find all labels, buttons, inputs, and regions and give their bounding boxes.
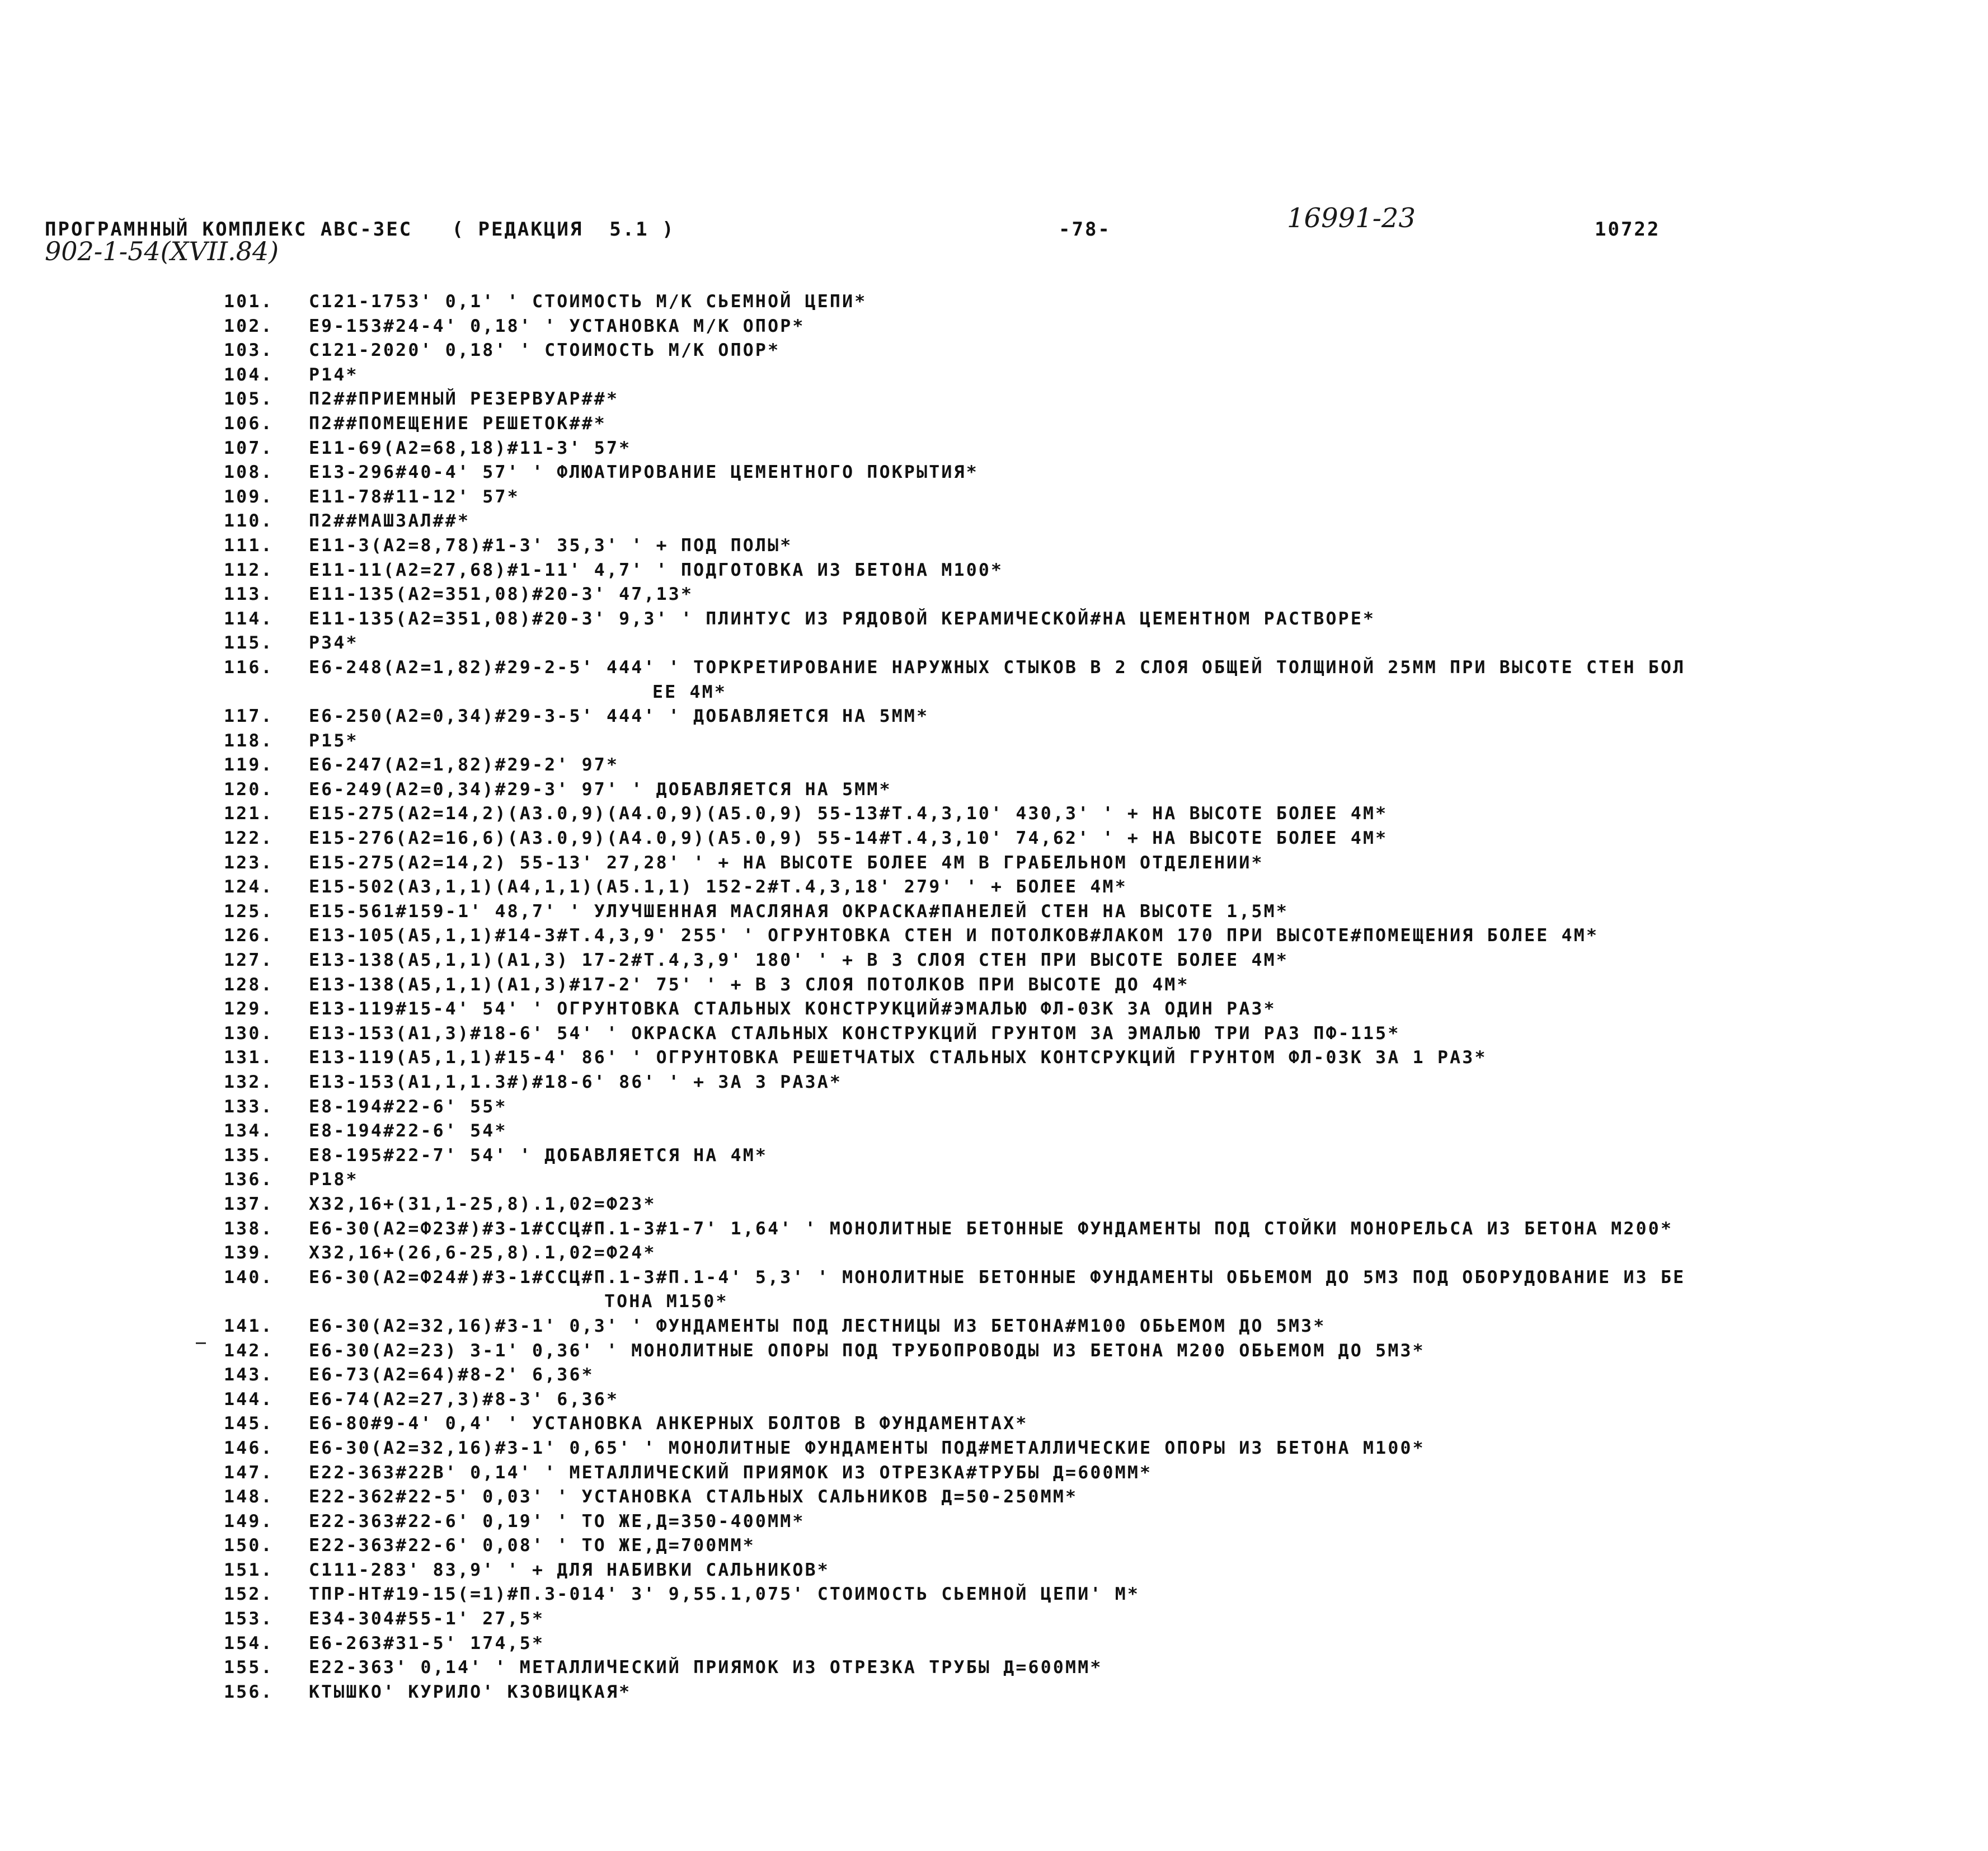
row-text: Е11-11(А2=27,68)#1-11' 4,7' ' ПОДГОТОВКА ИЗ БЕТОНА М100*	[309, 560, 1004, 580]
row-number: 133.	[224, 1096, 274, 1117]
listing-row	[224, 1436, 1947, 1461]
row-number: 103.	[224, 340, 274, 361]
row-number: 107.	[224, 438, 274, 458]
listing-row	[224, 1363, 1947, 1388]
handwritten-document-code: 16991-23	[1287, 203, 1416, 234]
row-number: 110.	[224, 511, 274, 532]
listing-row	[224, 485, 1947, 510]
row-number: 134.	[224, 1121, 274, 1141]
row-number: 156.	[224, 1681, 274, 1702]
listing-row	[224, 582, 1947, 607]
listing-row	[224, 314, 1947, 339]
row-number: 135.	[224, 1145, 274, 1166]
listing-row	[224, 656, 1947, 704]
row-number: 152.	[224, 1584, 274, 1605]
listing-row	[224, 1607, 1947, 1632]
row-number: 105.	[224, 389, 274, 410]
row-text: Е13-105(А5,1,1)#14-3#Т.4,3,9' 255' ' ОГРУНТОВКА СТЕН И ПОТОЛКОВ#ЛАКОМ 170 ПРИ ВЫСОТЕ#ПОМЕЩЕНИЯ БОЛЕЕ 4М*	[309, 926, 1599, 946]
listing-row	[224, 1485, 1947, 1510]
listing-row	[224, 1095, 1947, 1120]
row-text: Е13-153(А1,3)#18-6' 54' ' ОКРАСКА СТАЛЬНЫХ КОНСТРУКЦИЙ ГРУНТОМ ЗА ЭМАЛЬЮ ТРИ РАЗ ПФ-115*	[309, 1023, 1400, 1044]
row-text: Р18*	[309, 1169, 359, 1190]
row-number: 120.	[224, 779, 274, 800]
listing-row	[224, 509, 1947, 534]
row-number: 145.	[224, 1413, 274, 1434]
row-text: С121-2020' 0,18' ' СТОИМОСТЬ М/К ОПОР*	[309, 340, 781, 361]
row-text: Е13-119(А5,1,1)#15-4' 86' ' ОГРУНТОВКА РЕШЕТЧАТЫХ СТАЛЬНЫХ КОНТСРУКЦИЙ ГРУНТОМ ФЛ-03К ЗА 1 РАЗ*	[309, 1047, 1487, 1068]
row-text: Р15*	[309, 730, 359, 751]
row-text: Р34*	[309, 633, 359, 654]
row-text: Е6-30(А2=32,16)#3-1' 0,65' ' МОНОЛИТНЫЕ ФУНДАМЕНТЫ ПОД#МЕТАЛЛИЧЕСКИЕ ОПОРЫ ИЗ БЕТОНА М100*	[309, 1437, 1425, 1458]
row-number: 116.	[224, 657, 274, 678]
row-number: 137.	[224, 1194, 274, 1214]
row-number: 109.	[224, 486, 274, 507]
listing-row	[224, 704, 1947, 729]
row-text: Е15-275(А2=14,2) 55-13' 27,28' ' + НА ВЫСОТЕ БОЛЕЕ 4М В ГРАБЕЛЬНОМ ОТДЕЛЕНИИ*	[309, 852, 1264, 873]
row-text: Е13-119#15-4' 54' ' ОГРУНТОВКА СТАЛЬНЫХ КОНСТРУКЦИЙ#ЭМАЛЬЮ ФЛ-03К ЗА ОДИН РАЗ*	[309, 999, 1276, 1020]
row-text: П2##МАШЗАЛ##*	[309, 511, 471, 532]
row-text-block	[309, 656, 1947, 704]
row-text: Е15-275(А2=14,2)(А3.0,9)(А4.0,9)(А5.0,9) 55-13#Т.4,3,10' 430,3' ' + НА ВЫСОТЕ БОЛЕЕ 4М*	[309, 804, 1388, 824]
row-number: 139.	[224, 1243, 274, 1263]
row-text: Е6-247(А2=1,82)#29-2' 97*	[309, 755, 619, 776]
row-text: Е9-153#24-4' 0,18' ' УСТАНОВКА М/К ОПОР*	[309, 316, 805, 336]
margin-mark	[196, 1342, 206, 1344]
row-text-continuation: ЕЕ 4М*	[652, 682, 727, 702]
row-text: Е6-30(А2=32,16)#3-1' 0,3' ' ФУНДАМЕНТЫ ПОД ЛЕСТНИЦЫ ИЗ БЕТОНА#М100 ОБЬЕМОМ ДО 5М3*	[309, 1316, 1326, 1336]
row-number: 143.	[224, 1365, 274, 1385]
row-text: П2##ПРИЕМНЫЙ РЕЗЕРВУАР##*	[309, 389, 619, 410]
listing-row	[224, 339, 1947, 363]
row-number: 132.	[224, 1072, 274, 1092]
listing-row	[224, 1388, 1947, 1412]
listing-row	[224, 1266, 1947, 1314]
row-number: 104.	[224, 364, 274, 385]
row-text: Е6-250(А2=0,34)#29-3-5' 444' ' ДОБАВЛЯЕТСЯ НА 5ММ*	[309, 706, 929, 727]
page-number: -78-	[1059, 218, 1111, 241]
row-text: Е11-135(А2=351,08)#20-3' 47,13*	[309, 584, 694, 605]
row-text: КТЫШКО' КУРИЛО' КЗОВИЦКАЯ*	[309, 1681, 632, 1702]
row-number: 117.	[224, 706, 274, 727]
row-number: 130.	[224, 1023, 274, 1044]
row-text: Е8-195#22-7' 54' ' ДОБАВЛЯЕТСЯ НА 4М*	[309, 1145, 768, 1166]
row-text: Е22-363#22-6' 0,19' ' ТО ЖЕ,Д=350-400ММ*	[309, 1511, 805, 1531]
row-text: П2##ПОМЕЩЕНИЕ РЕШЕТОК##*	[309, 413, 607, 434]
listing-row	[224, 802, 1947, 826]
row-text: Е6-74(А2=27,3)#8-3' 6,36*	[309, 1389, 619, 1410]
row-number: 148.	[224, 1487, 274, 1507]
listing-row	[224, 973, 1947, 998]
row-number: 108.	[224, 462, 274, 483]
row-number: 102.	[224, 316, 274, 336]
row-number: 147.	[224, 1462, 274, 1483]
row-text: Е11-135(А2=351,08)#20-3' 9,3' ' ПЛИНТУС ИЗ РЯДОВОЙ КЕРАМИЧЕСКОЙ#НА ЦЕМЕНТНОМ РАСТВОРЕ*	[309, 608, 1376, 629]
row-text: Е15-561#159-1' 48,7' ' УЛУЧШЕННАЯ МАСЛЯНАЯ ОКРАСКА#ПАНЕЛЕЙ СТЕН НА ВЫСОТЕ 1,5М*	[309, 901, 1289, 922]
row-text: Е11-69(А2=68,18)#11-3' 57*	[309, 438, 632, 458]
row-number: 129.	[224, 999, 274, 1020]
row-text: Е22-362#22-5' 0,03' ' УСТАНОВКА СТАЛЬНЫХ САЛЬНИКОВ Д=50-250ММ*	[309, 1487, 1078, 1507]
row-text: С111-283' 83,9' ' + ДЛЯ НАБИВКИ САЛЬНИКОВ*	[309, 1559, 830, 1580]
row-number: 131.	[224, 1047, 274, 1068]
listing-row	[224, 753, 1947, 778]
row-number: 115.	[224, 633, 274, 654]
row-text: ТПР-НТ#19-15(=1)#П.3-014' 3' 9,55.1,075' СТОИМОСТЬ СЬЕМНОЙ ЦЕПИ' М*	[309, 1584, 1140, 1605]
row-number: 113.	[224, 584, 274, 605]
listing-row	[224, 1510, 1947, 1534]
row-number: 119.	[224, 755, 274, 776]
row-text: Р14*	[309, 364, 359, 385]
row-number: 114.	[224, 608, 274, 629]
listing-row	[224, 729, 1947, 754]
listing-row	[224, 436, 1947, 461]
listing-row	[224, 924, 1947, 948]
listing-row	[224, 290, 1947, 314]
row-text: Е15-276(А2=16,6)(А3.0,9)(А4.0,9)(А5.0,9) 55-14#Т.4,3,10' 74,62' ' + НА ВЫСОТЕ БОЛЕЕ 4М*	[309, 828, 1388, 849]
listing-row	[224, 900, 1947, 924]
row-number: 138.	[224, 1218, 274, 1239]
row-text: Е13-296#40-4' 57' ' ФЛЮАТИРОВАНИЕ ЦЕМЕНТНОГО ПОКРЫТИЯ*	[309, 462, 979, 483]
row-text: Е11-78#11-12' 57*	[309, 486, 520, 507]
listing-row	[224, 1070, 1947, 1095]
row-text: С121-1753' 0,1' ' СТОИМОСТЬ М/К СЬЕМНОЙ ЦЕПИ*	[309, 292, 867, 312]
listing-row	[224, 1192, 1947, 1217]
row-number: 150.	[224, 1535, 274, 1556]
row-text: Е6-248(А2=1,82)#29-2-5' 444' ' ТОРКРЕТИРОВАНИЕ НАРУЖНЫХ СТЫКОВ В 2 СЛОЯ ОБЩЕЙ ТОЛЩИНОЙ 25ММ ПРИ ВЫСОТЕ СТЕН БОЛ	[309, 657, 1686, 678]
listing-row	[224, 1144, 1947, 1168]
row-number: 140.	[224, 1267, 274, 1288]
listing-row	[224, 363, 1947, 388]
row-text: Е13-138(А5,1,1)(А1,3) 17-2#Т.4,3,9' 180' ' + В 3 СЛОЯ СТЕН ПРИ ВЫСОТЕ БОЛЕЕ 4М*	[309, 950, 1289, 971]
listing-row	[224, 851, 1947, 876]
row-text: Е13-138(А5,1,1)(А1,3)#17-2' 75' ' + В 3 СЛОЯ ПОТОЛКОВ ПРИ ВЫСОТЕ ДО 4М*	[309, 974, 1190, 995]
row-text: Е6-80#9-4' 0,4' ' УСТАНОВКА АНКЕРНЫХ БОЛТОВ В ФУНДАМЕНТАХ*	[309, 1413, 1028, 1434]
listing-row	[224, 1582, 1947, 1607]
row-number: 124.	[224, 877, 274, 898]
listing-row	[224, 948, 1947, 973]
row-text-continuation: ТОНА М150*	[604, 1291, 729, 1312]
listing-row	[224, 1022, 1947, 1046]
row-number: 144.	[224, 1389, 274, 1410]
row-number: 149.	[224, 1511, 274, 1531]
row-number: 106.	[224, 413, 274, 434]
row-number: 127.	[224, 950, 274, 971]
row-text: Е6-30(А2=23) 3-1' 0,36' ' МОНОЛИТНЫЕ ОПОРЫ ПОД ТРУБОПРОВОДЫ ИЗ БЕТОНА М200 ОБЬЕМОМ ДО 5М3*	[309, 1340, 1425, 1361]
listing-row	[224, 461, 1947, 485]
row-text: Е13-153(А1,1,1.3#)#18-6' 86' ' + ЗА 3 РАЗА*	[309, 1072, 843, 1092]
row-number: 101.	[224, 292, 274, 312]
row-number: 125.	[224, 901, 274, 922]
document-number: 10722	[1595, 218, 1661, 241]
listing-row	[224, 558, 1947, 583]
program-header: ПРОГРАМННЫЙ КОМПЛЕКС АВС-3ЕС ( РЕДАКЦИЯ 5.1 )	[45, 218, 675, 241]
row-number: 141.	[224, 1316, 274, 1336]
row-text: Е8-194#22-6' 54*	[309, 1121, 507, 1141]
row-text: Е6-30(А2=Ф24#)#3-1#ССЦ#П.1-3#П.1-4' 5,3' ' МОНОЛИТНЫЕ БЕТОННЫЕ ФУНДАМЕНТЫ ОБЬЕМОМ ДО 5М3 ПОД ОБОРУДОВАНИЕ ИЗ БЕ	[309, 1267, 1686, 1288]
row-number: 142.	[224, 1340, 274, 1361]
listing-row	[224, 1217, 1947, 1242]
listing-row	[224, 1241, 1947, 1266]
row-text: Е22-363' 0,14' ' МЕТАЛЛИЧЕСКИЙ ПРИЯМОК ИЗ ОТРЕЗКА ТРУБЫ Д=600ММ*	[309, 1657, 1103, 1678]
listing-row	[224, 1461, 1947, 1486]
listing-row	[224, 826, 1947, 851]
row-number: 151.	[224, 1559, 274, 1580]
row-number: 121.	[224, 804, 274, 824]
listing-row	[224, 1558, 1947, 1583]
row-text: Х32,16+(26,6-25,8).1,02=Ф24*	[309, 1243, 656, 1263]
row-text: Е6-30(А2=Ф23#)#3-1#ССЦ#П.1-3#1-7' 1,64' ' МОНОЛИТНЫЕ БЕТОННЫЕ ФУНДАМЕНТЫ ПОД СТОЙКИ МОНОРЕЛЬСА ИЗ БЕТОНА М200*	[309, 1218, 1674, 1239]
row-text: Е6-249(А2=0,34)#29-3' 97' ' ДОБАВЛЯЕТСЯ НА 5ММ*	[309, 779, 892, 800]
row-text: Е8-194#22-6' 55*	[309, 1096, 507, 1117]
listing-row	[224, 1339, 1947, 1364]
row-text: Е6-263#31-5' 174,5*	[309, 1633, 545, 1653]
row-number: 154.	[224, 1633, 274, 1653]
listing-row	[224, 1632, 1947, 1656]
row-text: Е22-363#22-6' 0,08' ' ТО ЖЕ,Д=700ММ*	[309, 1535, 755, 1556]
listing-row	[224, 1168, 1947, 1192]
listing-row	[224, 1046, 1947, 1070]
listing-row	[224, 1412, 1947, 1436]
row-number: 111.	[224, 535, 274, 556]
row-number: 155.	[224, 1657, 274, 1678]
listing-row	[224, 1680, 1947, 1705]
row-text: Е34-304#55-1' 27,5*	[309, 1609, 545, 1629]
handwritten-project-code: 902-1-54(XVII.84)	[45, 236, 279, 266]
listing-row	[224, 875, 1947, 900]
row-number: 118.	[224, 730, 274, 751]
row-number: 136.	[224, 1169, 274, 1190]
listing-row	[224, 607, 1947, 632]
listing-row	[224, 778, 1947, 802]
listing-row	[224, 997, 1947, 1022]
estimate-listing	[224, 290, 1947, 1704]
listing-row	[224, 1656, 1947, 1680]
row-number: 126.	[224, 926, 274, 946]
row-text: Е22-363#22В' 0,14' ' МЕТАЛЛИЧЕСКИЙ ПРИЯМОК ИЗ ОТРЕЗКА#ТРУБЫ Д=600ММ*	[309, 1462, 1153, 1483]
row-number: 146.	[224, 1437, 274, 1458]
row-text-block	[309, 1266, 1947, 1314]
listing-row	[224, 1314, 1947, 1339]
row-number: 128.	[224, 974, 274, 995]
row-text: Е11-3(А2=8,78)#1-3' 35,3' ' + ПОД ПОЛЫ*	[309, 535, 793, 556]
listing-row	[224, 387, 1947, 412]
listing-row	[224, 631, 1947, 656]
row-number: 123.	[224, 852, 274, 873]
listing-row	[224, 1119, 1947, 1144]
row-number: 153.	[224, 1609, 274, 1629]
row-text: Е6-73(А2=64)#8-2' 6,36*	[309, 1365, 594, 1385]
row-text: Х32,16+(31,1-25,8).1,02=Ф23*	[309, 1194, 656, 1214]
listing-row	[224, 534, 1947, 558]
listing-row	[224, 412, 1947, 436]
listing-row	[224, 1534, 1947, 1558]
row-number: 112.	[224, 560, 274, 580]
row-text: Е15-502(А3,1,1)(А4,1,1)(А5.1,1) 152-2#Т.4,3,18' 279' ' + БОЛЕЕ 4М*	[309, 877, 1127, 898]
row-number: 122.	[224, 828, 274, 849]
